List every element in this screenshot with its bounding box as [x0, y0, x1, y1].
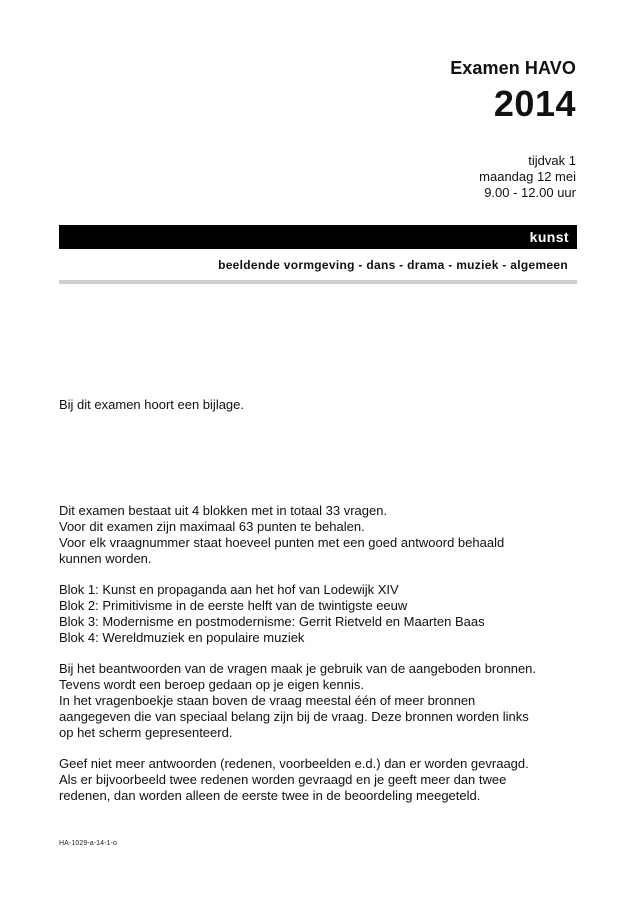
instruction-line: aangegeven die van speciaal belang zijn bij de vraag. Deze bronnen worden links [59, 709, 529, 724]
exam-meta [479, 153, 576, 201]
block-item: Blok 1: Kunst en propaganda aan het hof van Lodewijk XIV [59, 582, 399, 597]
subject-subtitle: beeldende vormgeving - dans - drama - muziek - algemeen [218, 258, 568, 272]
block-list [59, 582, 619, 646]
instruction-line: Tevens wordt een beroep gedaan op je eigen kennis. [59, 677, 364, 692]
instruction-line: redenen, dan worden alleen de eerste twee in de beoordeling meegeteld. [59, 788, 481, 803]
exam-overview-paragraph [59, 503, 619, 567]
instruction-line: kunnen worden. [59, 551, 152, 566]
instruction-line: Als er bijvoorbeeld twee redenen worden gevraagd en je geeft meer dan twee [59, 772, 507, 787]
answers-paragraph [59, 756, 619, 804]
exam-instructions [59, 503, 619, 819]
instruction-line: Voor dit examen zijn maximaal 63 punten te behalen. [59, 519, 365, 534]
instruction-line: Dit examen bestaat uit 4 blokken met in totaal 33 vragen. [59, 503, 388, 518]
exam-time: 9.00 - 12.00 uur [484, 185, 576, 200]
exam-title: Examen HAVO [450, 58, 576, 78]
instruction-line: In het vragenboekje staan boven de vraag meestal één of meer bronnen [59, 693, 476, 708]
bijlage-note: Bij dit examen hoort een bijlage. [59, 397, 245, 412]
sources-paragraph [59, 661, 619, 741]
instruction-line: Bij het beantwoorden van de vragen maak je gebruik van de aangeboden bronnen. [59, 661, 537, 676]
block-item: Blok 4: Wereldmuziek en populaire muziek [59, 630, 305, 645]
exam-year: 2014 [493, 83, 576, 124]
subject-label: kunst [529, 229, 569, 245]
document-code: HA-1029-a-14-1-o [59, 840, 118, 847]
subject-bar [59, 225, 577, 249]
exam-date: maandag 12 mei [479, 169, 576, 184]
instruction-line: Voor elk vraagnummer staat hoeveel punten met een goed antwoord behaald [59, 535, 505, 550]
block-item: Blok 3: Modernisme en postmodernisme: Gerrit Rietveld en Maarten Baas [59, 614, 485, 629]
instruction-line: Geef niet meer antwoorden (redenen, voorbeelden e.d.) dan er worden gevraagd. [59, 756, 529, 771]
instruction-line: op het scherm gepresenteerd. [59, 725, 233, 740]
header-divider [59, 280, 577, 284]
block-item: Blok 2: Primitivisme in de eerste helft van de twintigste eeuw [59, 598, 408, 613]
exam-period: tijdvak 1 [528, 153, 576, 168]
